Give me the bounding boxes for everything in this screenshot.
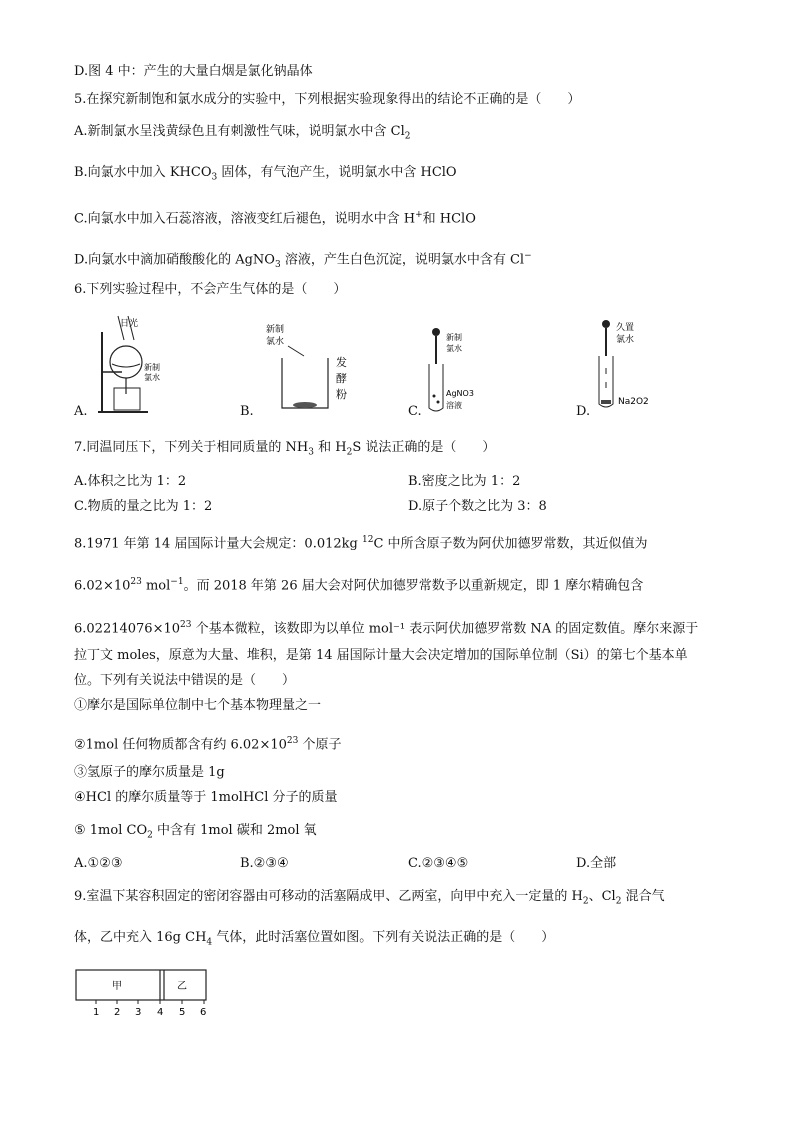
- q6-option-c-label: C.: [408, 404, 422, 419]
- svg-text:氯水: 氯水: [266, 337, 285, 347]
- q8-statement-5: ⑤ 1mol $CO_2$ 中含有 1mol 碳和 2mol 氧: [74, 823, 317, 841]
- tick-5: 5: [179, 1007, 186, 1018]
- svg-text:新制: 新制: [446, 333, 462, 342]
- q7-option-c: C.物质的量之比为 1：2: [74, 499, 213, 514]
- question-8-line-3: $6.02214076\times 10^{23}$ 个基本微粒，该数即为以单位 mol⁻¹ 表示阿伏加德罗常数 NA 的固定数值。摩尔来源于: [74, 620, 699, 637]
- svg-text:氯水: 氯水: [616, 335, 635, 345]
- q5-option-a: A.新制氯水呈浅黄绿色且有刺激性气味，说明氯水中含 $Cl_2$: [74, 124, 411, 142]
- question-9-line-2: 体，乙中充入 16g $CH_4$ 气体，此时活塞位置如图。下列有关说法正确的是（ ）: [74, 930, 555, 948]
- svg-text:粉: 粉: [336, 388, 347, 401]
- question-8-line-1: 8.1971 年第 14 届国际计量大会规定：0.012kg $^{12}$C 中所含原子数为阿伏加德罗常数，其近似值为: [74, 535, 648, 552]
- q5-option-d: D.向氯水中滴加硝酸酸化的 AgNO$_3$ 溶液，产生白色沉淀，说明氯水中含有 Cl−: [74, 251, 532, 270]
- tick-3: 3: [135, 1007, 142, 1018]
- q8-statement-4: ④HCl 的摩尔质量等于 1molHCl 分子的质量: [74, 790, 338, 805]
- q9-container-figure: [74, 966, 214, 1018]
- q8-option-b: B.②③④: [240, 856, 289, 871]
- svg-text:氯水: 氯水: [446, 344, 462, 353]
- svg-text:AgNO3: AgNO3: [446, 389, 474, 398]
- question-8-line-4: 拉丁文 moles，原意为大量、堆积，是第 14 届国际计量大会决定增加的国际单位制（Si）的第七个基本单: [74, 648, 688, 663]
- tick-4: 4: [157, 1007, 164, 1018]
- tick-1: 1: [93, 1007, 100, 1018]
- question-8-line-2: $6.02\times 10^{23}$ mol$^{-1}$。而 2018 年第 26 届大会对阿伏加德罗常数予以重新规定，即 1 摩尔精确包含: [74, 577, 644, 594]
- svg-text:发: 发: [336, 356, 347, 369]
- tick-2: 2: [114, 1007, 121, 1018]
- option-d-prev: D.图 4 中：产生的大量白烟是氯化钠晶体: [74, 64, 313, 79]
- q6-figure-c: [424, 326, 494, 416]
- q8-option-a: A.①②③: [74, 856, 123, 871]
- q8-statement-2: ②1mol 任何物质都含有约 $6.02\times 10^{23}$ 个原子: [74, 736, 342, 753]
- q8-statement-1: ①摩尔是国际单位制中七个基本物理量之一: [74, 698, 322, 713]
- question-6: 6.下列实验过程中，不会产生气体的是（ ）: [74, 282, 347, 297]
- svg-text:久置: 久置: [616, 323, 635, 333]
- svg-text:氯水: 氯水: [144, 373, 160, 382]
- question-7: 7.同温同压下，下列关于相同质量的 $NH_3$ 和 $H_2S$ 说法正确的是（ ）: [74, 440, 496, 458]
- q8-option-c: C.②③④⑤: [408, 856, 469, 871]
- q6-figure-d: [594, 318, 674, 416]
- q7-option-a: A.体积之比为 1：2: [74, 474, 187, 489]
- svg-text:新制: 新制: [266, 325, 285, 335]
- q7-option-d: D.原子个数之比为 3：8: [408, 499, 547, 514]
- q8-statement-3: ③氢原子的摩尔质量是 1g: [74, 765, 225, 780]
- svg-text:酵: 酵: [336, 372, 347, 385]
- chamber-yi-label: 乙: [177, 981, 187, 992]
- svg-text:溶液: 溶液: [446, 401, 462, 410]
- q6-option-a-label: A.: [74, 404, 88, 419]
- q6-figure-b: [262, 322, 362, 416]
- question-5: 5.在探究新制饱和氯水成分的实验中，下列根据实验现象得出的结论不正确的是（ ）: [74, 92, 581, 107]
- tick-6: 6: [200, 1007, 207, 1018]
- q6-option-b-label: B.: [240, 404, 254, 419]
- svg-text:Na2O2: Na2O2: [618, 397, 649, 407]
- question-9-line-1: 9.室温下某容积固定的密闭容器由可移动的活塞隔成甲、乙两室，向甲中充入一定量的 $H_2$、$Cl_2$ 混合气: [74, 889, 665, 907]
- q8-option-d: D.全部: [576, 856, 617, 871]
- a-sun-label: 日光: [120, 319, 139, 329]
- q6-option-d-label: D.: [576, 404, 591, 419]
- q6-figure-a: [88, 312, 188, 416]
- question-8-line-5: 位。下列有关说法中错误的是（ ）: [74, 673, 296, 688]
- q5-option-b: B.向氯水中加入 $KHCO_3$ 固体，有气泡产生，说明氯水中含 HClO: [74, 165, 457, 183]
- q7-option-b: B.密度之比为 1：2: [408, 474, 521, 489]
- svg-text:新制: 新制: [144, 363, 160, 372]
- chamber-jia-label: 甲: [112, 981, 122, 992]
- q5-option-c: C.向氯水中加入石蕊溶液，溶液变红后褪色，说明水中含 H+和 HClO: [74, 210, 476, 227]
